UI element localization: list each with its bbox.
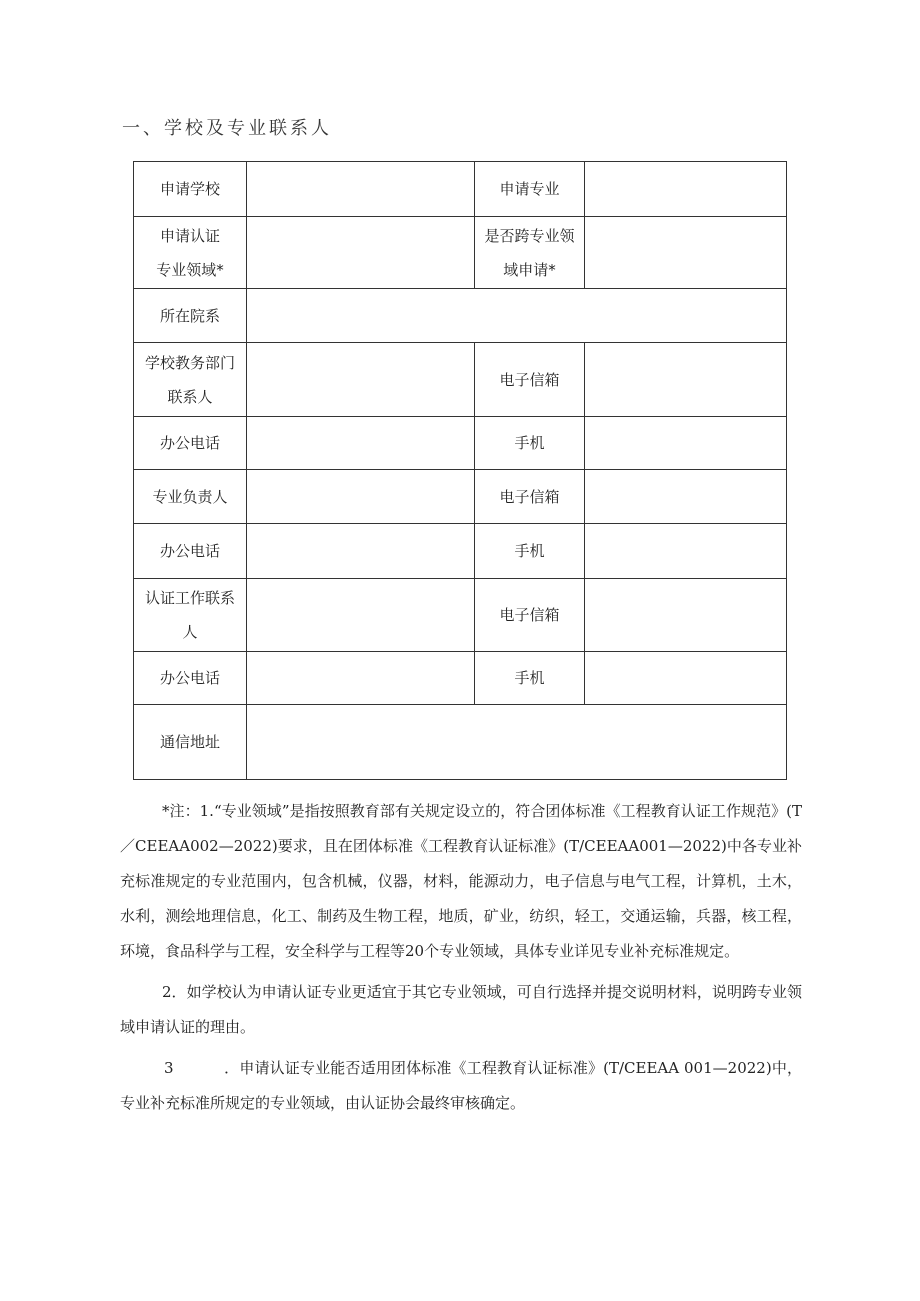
notes-section	[120, 794, 802, 1121]
cert-contact-label	[134, 579, 247, 652]
academic-contact-line2: 联系人	[167, 387, 213, 406]
office-phone-label: 办公电话	[134, 417, 247, 470]
email-field[interactable]	[585, 579, 787, 652]
dept-label: 所在院系	[134, 289, 247, 343]
table-row	[134, 289, 787, 343]
office-phone-field[interactable]	[247, 417, 475, 470]
table-row	[134, 579, 787, 652]
note-3-text: ．申请认证专业能否适用团体标准《工程教育认证标准》(T/CEEAA 001—2022)中，专业补充标准所规定的专业领域，由认证协会最终审核确定。	[120, 1059, 802, 1112]
office-phone-field[interactable]	[247, 524, 475, 579]
email-label: 电子信箱	[475, 470, 585, 524]
address-label: 通信地址	[134, 705, 247, 780]
table-row	[134, 470, 787, 524]
mobile-label: 手机	[475, 652, 585, 705]
academic-contact-field[interactable]	[247, 343, 475, 417]
office-phone-label: 办公电话	[134, 652, 247, 705]
field-label	[134, 217, 247, 289]
cross-label-line2: 域申请*	[503, 260, 556, 279]
cross-label	[475, 217, 585, 289]
table-row	[134, 524, 787, 579]
email-label: 电子信箱	[475, 343, 585, 417]
mobile-field[interactable]	[585, 417, 787, 470]
table-row	[134, 162, 787, 217]
email-field[interactable]	[585, 343, 787, 417]
note-3-number: 3	[164, 1059, 174, 1077]
address-field[interactable]	[247, 705, 787, 780]
email-label: 电子信箱	[475, 579, 585, 652]
table-row	[134, 652, 787, 705]
academic-contact-label	[134, 343, 247, 417]
dept-field[interactable]	[247, 289, 787, 343]
major-head-field[interactable]	[247, 470, 475, 524]
table-row	[134, 217, 787, 289]
mobile-field[interactable]	[585, 524, 787, 579]
note-1: *注：1.“专业领域”是指按照教育部有关规定设立的，符合团体标准《工程教育认证工作规范》(T／CEEAA002—2022)要求，且在团体标准《工程教育认证标准》(T/CEEAA001—2022)中各专业补充标准规定的专业范围内，包含机械，仪器，材料，能源动力，电子信息与电气工程，计算机，土木，水利，测绘地理信息，化工、制药及生物工程，地质，矿业，纺织，轻工，交通运输，兵器，核工程，环境，食品科学与工程，安全科学与工程等20个专业领域，具体专业详见专业补充标准规定。	[120, 802, 802, 960]
mobile-label: 手机	[475, 524, 585, 579]
cross-label-line1: 是否跨专业领	[484, 226, 575, 245]
academic-contact-line1: 学校教务部门	[144, 353, 235, 372]
note-2: 2．如学校认为申请认证专业更适宜于其它专业领域，可自行选择并提交说明材料，说明跨专业领域申请认证的理由。	[120, 983, 802, 1036]
cert-contact-line1: 认证工作联系	[144, 589, 235, 607]
major-label: 申请专业	[475, 162, 585, 217]
school-field[interactable]	[247, 162, 475, 217]
mobile-field[interactable]	[585, 652, 787, 705]
major-field[interactable]	[585, 162, 787, 217]
cert-contact-line2: 人	[182, 623, 198, 641]
major-head-label: 专业负责人	[134, 470, 247, 524]
table-row	[134, 705, 787, 780]
school-label: 申请学校	[134, 162, 247, 217]
section-title: 一、学校及专业联系人	[122, 118, 332, 139]
table-row	[134, 417, 787, 470]
mobile-label: 手机	[475, 417, 585, 470]
note-3	[120, 1051, 802, 1121]
contact-form-table	[133, 161, 787, 780]
cross-field[interactable]	[585, 217, 787, 289]
field-label-line2: 专业领域*	[156, 260, 224, 279]
email-field[interactable]	[585, 470, 787, 524]
office-phone-label: 办公电话	[134, 524, 247, 579]
table-row	[134, 343, 787, 417]
office-phone-field[interactable]	[247, 652, 475, 705]
field-field[interactable]	[247, 217, 475, 289]
cert-contact-field[interactable]	[247, 579, 475, 652]
field-label-line1: 申请认证	[159, 226, 220, 245]
